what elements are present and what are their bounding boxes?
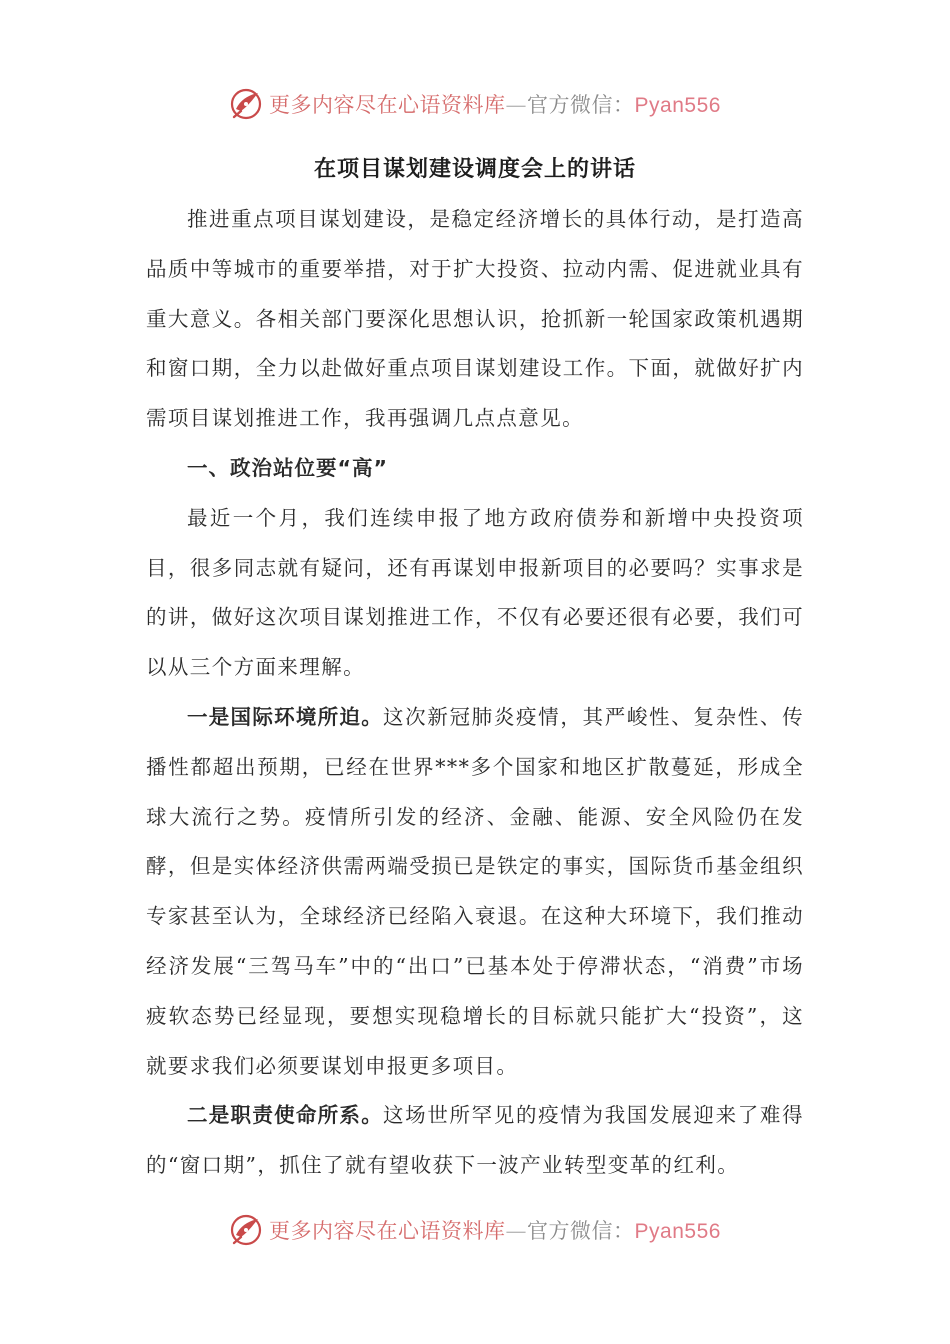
paragraph-intro: 推进重点项目谋划建设，是稳定经济增长的具体行动，是打造高品质中等城市的重要举措，对于扩大投资、拉动内需、促进就业具有重大意义。各相关部门要深化思想认识，抢抓新一轮国家政策机遇期和窗口期，全力以赴做好重点项目谋划建设工作。下面，就做好扩内需项目谋划推进工作，我再强调几点点意见。 <box>146 207 804 431</box>
paragraph-point-2 <box>146 1091 804 1191</box>
header-watermark-banner <box>0 84 950 124</box>
pen-nib-logo-icon <box>229 87 263 121</box>
banner-main-text: 更多内容尽在心语资料库 <box>269 93 506 117</box>
document-title: 在项目谋划建设调度会上的讲话 <box>313 157 636 182</box>
section-heading-1: 一、政治站位要“高” <box>187 455 388 480</box>
banner-wechat-label: 官方微信： <box>527 1219 635 1243</box>
banner-text <box>269 89 721 119</box>
banner-dash: — <box>505 1219 528 1243</box>
paragraph-point-1 <box>146 693 804 1091</box>
footer-watermark-banner <box>0 1210 950 1250</box>
banner-wechat-id: Pyan556 <box>634 94 721 117</box>
document-body <box>146 195 804 1191</box>
banner-wechat-id: Pyan556 <box>634 1220 721 1243</box>
banner-main-text: 更多内容尽在心语资料库 <box>269 1219 506 1243</box>
point-2-body: 这场世所罕见的疫情为我国发展迎来了难得的“窗口期”，抓住了就有望收获下一波产业转型变革的红利。 <box>146 1103 804 1178</box>
pen-nib-logo-icon <box>229 1213 263 1247</box>
point-1-body: 这次新冠肺炎疫情，其严峻性、复杂性、传播性都超出预期，已经在世界***多个国家和地区扩散蔓延，形成全球大流行之势。疫情所引发的经济、金融、能源、安全风险仍在发酵，但是实体经济供需两端受损已是铁定的事实，国际货币基金组织专家甚至认为，全球经济已经陷入衰退。在这种大环境下，我们推动经济发展“三驾马车”中的“出口”已基本处于停滞状态，“消费”市场疲软态势已经显现，要想实现稳增长的目标就只能扩大“投资”，这就要求我们必须要谋划申报更多项目。 <box>146 704 804 1078</box>
banner-wechat-label: 官方微信： <box>527 93 635 117</box>
banner-text <box>269 1215 721 1245</box>
point-2-lead: 二是职责使命所系。 <box>187 1103 383 1128</box>
point-1-lead: 一是国际环境所迫。 <box>187 704 383 729</box>
paragraph-section-1: 最近一个月，我们连续申报了地方政府债券和新增中央投资项目，很多同志就有疑问，还有再谋划申报新项目的必要吗？实事求是的讲，做好这次项目谋划推进工作，不仅有必要还很有必要，我们可以从三个方面来理解。 <box>146 505 804 680</box>
banner-dash: — <box>505 93 528 117</box>
